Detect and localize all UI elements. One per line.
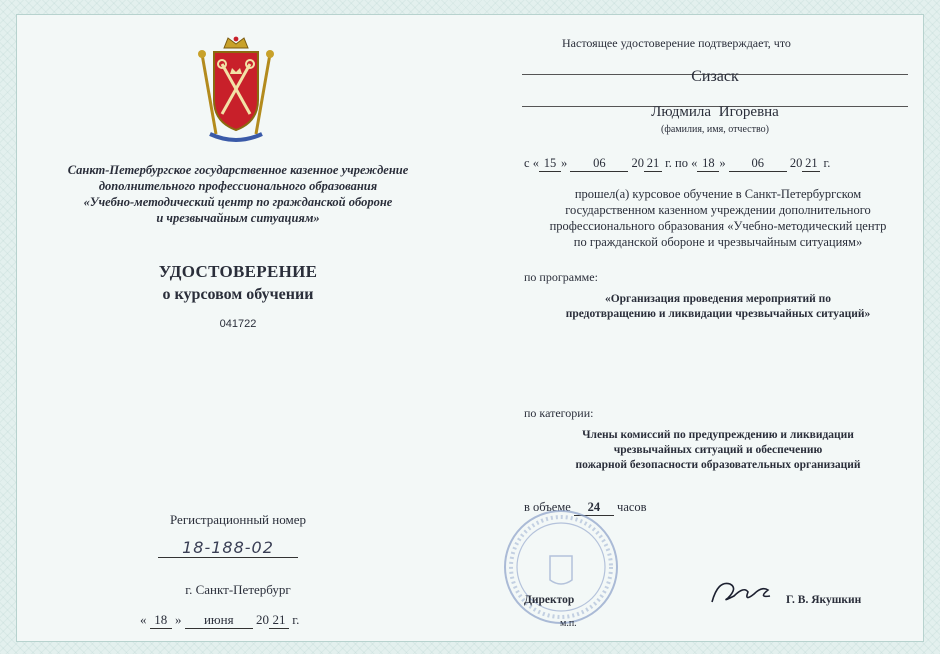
org-line: и чрезвычайным ситуациям» bbox=[156, 211, 320, 225]
issue-date bbox=[140, 612, 299, 629]
hours-prefix: в объеме bbox=[524, 500, 571, 514]
program-line: «Организация проведения мероприятий по bbox=[604, 293, 832, 305]
program-line: предотвращению и ликвидации чрезвычайных ситуаций» bbox=[565, 308, 871, 320]
issue-year: 21 bbox=[269, 612, 289, 629]
program-title bbox=[522, 292, 914, 322]
hours-suffix: часов bbox=[617, 500, 647, 514]
issue-city: г. Санкт-Петербург bbox=[185, 582, 291, 597]
category-line: Члены комиссий по предупреждению и ликвидации bbox=[582, 429, 854, 441]
hours-value: 24 bbox=[574, 500, 614, 516]
completion-line: государственном казенном учреждении дополнительного bbox=[565, 203, 871, 217]
coat-of-arms-icon bbox=[186, 34, 286, 146]
to-label: по bbox=[675, 156, 688, 170]
to-month: 06 bbox=[729, 156, 787, 172]
date-quote-close: » bbox=[175, 612, 182, 627]
org-line: дополнительного профессионального образования bbox=[98, 179, 378, 193]
to-day: 18 bbox=[697, 156, 719, 172]
course-completion-text bbox=[522, 186, 914, 250]
document-number: 041722 bbox=[219, 318, 257, 330]
completion-line: профессионального образования «Учебно-методический центр bbox=[549, 219, 887, 233]
holder-first-middle-name: Людмила Игоревна bbox=[651, 104, 779, 120]
category-line: пожарной безопасности образовательных организаций bbox=[575, 459, 861, 471]
year-prefix: 20 bbox=[256, 612, 269, 627]
issue-month: июня bbox=[185, 612, 253, 629]
from-label: с bbox=[524, 156, 530, 170]
year-prefix: 20 bbox=[789, 156, 803, 170]
organization-name bbox=[16, 162, 460, 226]
completion-line: по гражданской обороне и чрезвычайным ситуациям» bbox=[573, 235, 863, 249]
year-prefix: 20 bbox=[631, 156, 644, 170]
registration-label: Регистрационный номер bbox=[170, 512, 306, 527]
registration-number: 18-188-02 bbox=[158, 538, 298, 558]
holder-surname: Сизаск bbox=[691, 68, 739, 85]
left-page bbox=[16, 14, 460, 642]
confirm-text: Настоящее удостоверение подтверждает, что bbox=[562, 36, 791, 50]
category-label: по категории: bbox=[524, 406, 594, 420]
from-month: 06 bbox=[570, 156, 628, 172]
from-day: 15 bbox=[539, 156, 561, 172]
seal-place-label: м.п. bbox=[560, 618, 577, 629]
completion-line: прошел(а) курсовое обучение в Санкт-Петербургском bbox=[574, 187, 862, 201]
category-line: чрезвычайных ситуаций и обеспечению bbox=[613, 444, 823, 456]
study-dates: с « 15 » 06 20 21 г. по « 18 » 06 20 21 г. bbox=[524, 156, 831, 170]
to-year: 21 bbox=[802, 156, 820, 172]
issue-day: 18 bbox=[150, 612, 172, 629]
org-line: «Учебно-методический центр по гражданской обороне bbox=[83, 195, 393, 209]
date-quote-open: « bbox=[140, 612, 147, 627]
right-page bbox=[470, 14, 924, 642]
name-hint: (фамилия, имя, отчество) bbox=[661, 124, 769, 135]
document-title: УДОСТОВЕРЕНИЕ bbox=[158, 262, 318, 281]
director-label: Директор bbox=[524, 594, 575, 606]
signature-icon bbox=[708, 572, 774, 608]
org-line: Санкт-Петербургское государственное казенное учреждение bbox=[67, 163, 409, 177]
round-seal-icon bbox=[502, 508, 620, 626]
year-suffix: г. bbox=[823, 156, 831, 170]
director-name: Г. В. Якушкин bbox=[786, 594, 862, 606]
from-year: 21 bbox=[644, 156, 662, 172]
category-title bbox=[522, 428, 914, 473]
document-subtitle: о курсовом обучении bbox=[162, 286, 314, 303]
year-suffix: г. bbox=[665, 156, 672, 170]
program-label: по программе: bbox=[524, 270, 598, 284]
year-suffix: г. bbox=[292, 612, 300, 627]
